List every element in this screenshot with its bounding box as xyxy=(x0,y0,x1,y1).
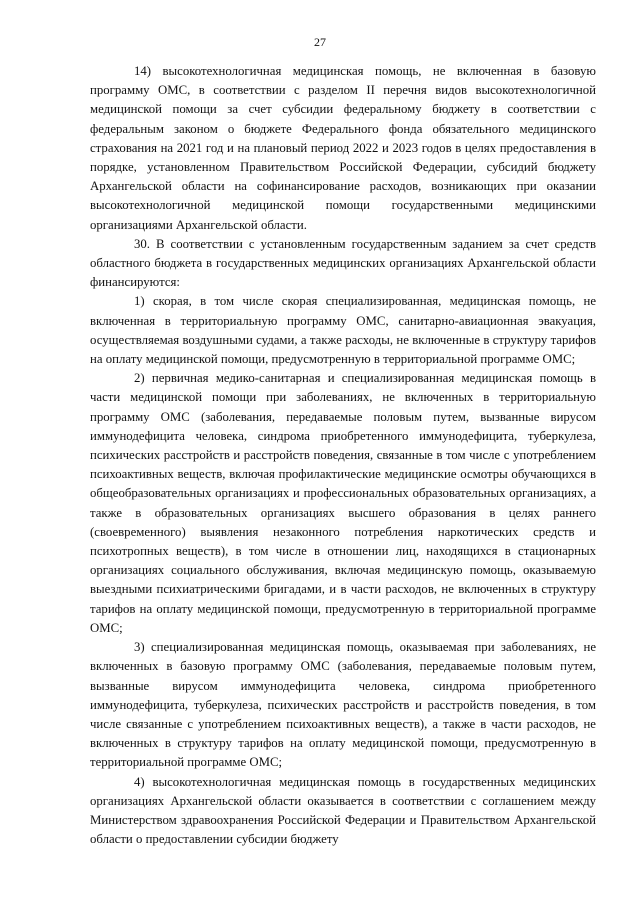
page-number: 27 xyxy=(314,35,326,49)
document-body xyxy=(90,62,596,849)
paragraph-item-2: 2) первичная медико-санитарная и специализированная медицинская помощь в части медицинской помощи при заболеваниях, не включенных в территориальную программу ОМС (заболевания, передаваемые половым путем, вызванные вирусом иммунодефицита человека, синдрома приобретенного иммунодефицита, туберкулеза, психических расстройств и расстройств поведения, связанные в том числе с употреблением психоактивных веществ, включая профилактические медицинские осмотры обучающихся в общеобразовательных организациях и профессиональных образовательных организациях, а также в образовательных организациях высшего образования в целях раннего (своевременного) выявления незаконного потребления наркотических средств и психотропных веществ), в том числе в отношении лиц, находящихся в стационарных организациях социального обслуживания, включая медицинскую помощь, оказываемую выездными психиатрическими бригадами, и в части расходов, не включенных в структуру тарифов на оплату медицинской помощи, предусмотренную в территориальной программе ОМС; xyxy=(90,371,596,635)
paragraph-item-14: 14) высокотехнологичная медицинская помощь, не включенная в базовую программу ОМС, в соответствии с разделом II перечня видов высокотехнологичной медицинской помощи за счет субсидии федеральному бюджету в соответствии с федеральным законом о бюджете Федерального фонда обязательного медицинского страхования на 2021 год и на плановый период 2022 и 2023 годов в целях предоставления в порядке, установленном Правительством Российской Федерации, субсидий бюджету Архангельской области на софинансирование расходов, возникающих при оказании высокотехнологичной медицинской помощи государственными медицинскими организациями Архангельской области. xyxy=(90,64,596,232)
paragraph-section-30: 30. В соответствии с установленным государственным заданием за счет средств областного бюджета в государственных медицинских организациях Архангельской области финансируются: xyxy=(90,236,596,290)
paragraph-item-1: 1) скорая, в том числе скорая специализированная, медицинская помощь, не включенная в территориальную программу ОМС, санитарно-авиационная эвакуация, осуществляемая воздушными судами, а также расходы, не включенные в структуру тарифов на оплату медицинской помощи, предусмотренную в территориальной программе ОМС; xyxy=(90,294,596,367)
paragraph-item-4: 4) высокотехнологичная медицинская помощь в государственных медицинских организациях Архангельской области оказывается в соответствии с соглашением между Министерством здравоохранения Российской Федерации и Правительством Архангельской области о предоставлении субсидии бюджету xyxy=(90,774,596,847)
paragraph-item-3: 3) специализированная медицинская помощь, оказываемая при заболеваниях, не включенных в базовую программу ОМС (заболевания, передаваемые половым путем, вызванные вирусом иммунодефицита человека, синдрома приобретенного иммунодефицита, туберкулеза, психических расстройств и расстройств поведения, в том числе связанные с употреблением психоактивных веществ), а также в части расходов, не включенных в структуру тарифов на оплату медицинской помощи, предусмотренную в территориальной программе ОМС; xyxy=(90,640,596,770)
